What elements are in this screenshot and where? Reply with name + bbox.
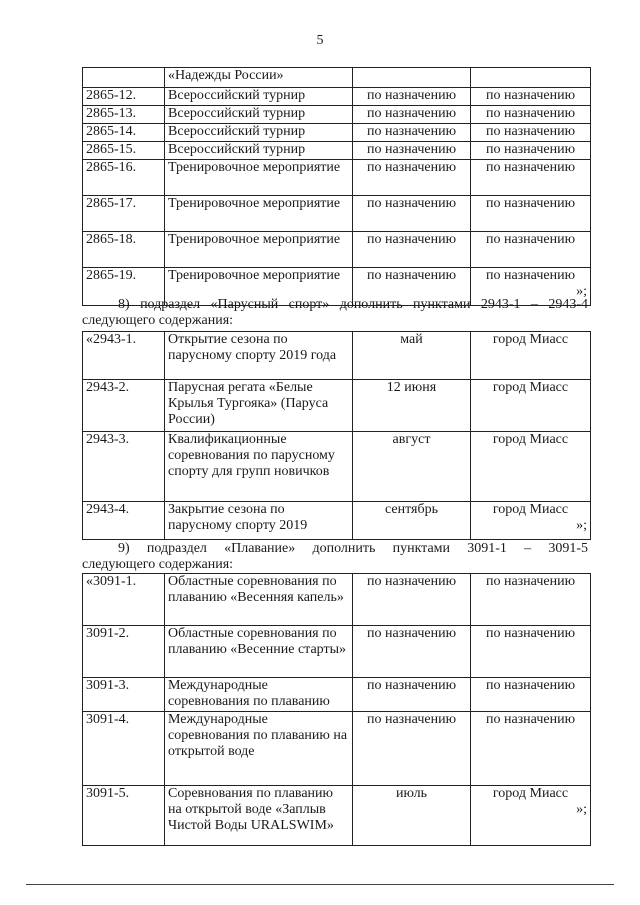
cell-place: по назначению [485, 232, 576, 247]
table-row [83, 574, 591, 626]
table-row [83, 502, 591, 540]
table-cell [353, 196, 471, 232]
table-cell [165, 196, 353, 232]
cell-date: по назначению [366, 142, 457, 157]
table-cell [353, 712, 471, 786]
table-cell [165, 574, 353, 626]
events-table-3 [82, 573, 591, 846]
table-cell [353, 786, 471, 846]
table-cell [471, 106, 591, 124]
table-cell [165, 160, 353, 196]
table-cell [165, 332, 353, 380]
cell-date: май [400, 332, 423, 347]
cell-date: июль [396, 786, 427, 801]
cell-num: 3091-4. [86, 712, 130, 727]
table-row [83, 106, 591, 124]
cell-num: 2865-14. [86, 124, 137, 139]
table-cell [471, 574, 591, 626]
table-cell [471, 786, 591, 846]
events-table-1 [82, 67, 591, 306]
cell-name: Тренировочное мероприятие [168, 160, 341, 175]
cell-num: «3091-1. [86, 574, 137, 589]
cell-date: по назначению [366, 196, 457, 211]
table-cell [165, 786, 353, 846]
table-cell [471, 160, 591, 196]
table-cell [83, 106, 165, 124]
table-cell [83, 88, 165, 106]
cell-name: Областные соревнования по плаванию «Весенняя капель» [168, 574, 344, 605]
table-cell [471, 380, 591, 432]
table-row [83, 786, 591, 846]
table-cell [353, 432, 471, 502]
footer-rule [26, 884, 614, 885]
cell-place: по назначению [485, 88, 576, 103]
cell-name: Парусная регата «Белые Крылья Тургояка» (Паруса России) [168, 380, 329, 427]
cell-num: 2865-16. [86, 160, 137, 175]
cell-name: Всероссийский турнир [168, 106, 306, 121]
table-cell [165, 124, 353, 142]
cell-date: по назначению [366, 712, 457, 727]
table-cell [83, 332, 165, 380]
cell-num: 2865-15. [86, 142, 137, 157]
table-cell [165, 712, 353, 786]
cell-place: город Миасс [492, 432, 569, 447]
cell-num: 2943-3. [86, 432, 130, 447]
table-cell [471, 88, 591, 106]
table-row [83, 678, 591, 712]
table-cell [471, 432, 591, 502]
table-cell [471, 626, 591, 678]
cell-date: по назначению [366, 626, 457, 641]
table-cell [165, 68, 353, 88]
table-row [83, 124, 591, 142]
cell-num: 2865-12. [86, 88, 137, 103]
cell-date: по назначению [366, 124, 457, 139]
table-row [83, 160, 591, 196]
cell-name: Открытие сезона по парусному спорту 2019 года [168, 332, 337, 363]
table-cell [83, 196, 165, 232]
table-cell [165, 432, 353, 502]
table-cell [353, 574, 471, 626]
cell-date: август [392, 432, 431, 447]
table-cell [353, 124, 471, 142]
cell-name: Тренировочное мероприятие [168, 268, 341, 283]
paragraph-9-line-1: 9) подраздел «Плавание» дополнить пунктами 3091-1 – 3091-5 [118, 541, 588, 556]
cell-num: 3091-5. [86, 786, 130, 801]
table-row [83, 88, 591, 106]
cell-place: по назначению [485, 124, 576, 139]
table-row [83, 626, 591, 678]
cell-name: Соревнования по плаванию на открытой воде «Заплыв Чистой Воды URALSWIM» [168, 786, 334, 833]
table-cell [353, 160, 471, 196]
table-cell [83, 574, 165, 626]
table-cell [165, 626, 353, 678]
table-cell [471, 332, 591, 380]
paragraph-9 [82, 541, 588, 573]
table-cell [165, 106, 353, 124]
cell-place: по назначению [485, 196, 576, 211]
paragraph-8 [82, 297, 588, 329]
cell-place: город Миасс [492, 786, 569, 801]
cell-date: по назначению [366, 106, 457, 121]
page-number: 5 [316, 33, 324, 48]
cell-num: 2865-17. [86, 196, 137, 211]
cell-place: по назначению [485, 574, 576, 589]
table-cell [353, 380, 471, 432]
cell-num: «2943-1. [86, 332, 137, 347]
table-cell [83, 432, 165, 502]
cell-date: 12 июня [386, 380, 437, 395]
cell-num: 2865-13. [86, 106, 137, 121]
table-cell [471, 142, 591, 160]
events-table-2 [82, 331, 591, 540]
table-cell [471, 712, 591, 786]
cell-name: Международные соревнования по плаванию [168, 678, 330, 709]
cell-place: по назначению [485, 678, 576, 693]
table-cell [165, 88, 353, 106]
table-cell [471, 678, 591, 712]
cell-name: Квалификационные соревнования по парусному спорту для групп новичков [168, 432, 335, 479]
cell-num: 2865-19. [86, 268, 137, 283]
cell-date: по назначению [366, 678, 457, 693]
table-cell [353, 106, 471, 124]
table-cell [353, 678, 471, 712]
cell-place: по назначению [485, 106, 576, 121]
table-row [83, 68, 591, 88]
table-cell [165, 232, 353, 268]
cell-date: сентябрь [385, 502, 438, 517]
cell-name: Всероссийский турнир [168, 142, 306, 157]
table-cell [353, 232, 471, 268]
cell-name: «Надежды России» [168, 68, 284, 83]
table-cell [353, 68, 471, 88]
table-cell [471, 196, 591, 232]
table-cell [353, 88, 471, 106]
table-cell [471, 232, 591, 268]
table-cell [165, 502, 353, 540]
cell-date: по назначению [366, 268, 457, 283]
table-row [83, 196, 591, 232]
table-cell [353, 332, 471, 380]
cell-name: Всероссийский турнир [168, 88, 306, 103]
table-row [83, 380, 591, 432]
table-cell [83, 712, 165, 786]
cell-date: по назначению [366, 160, 457, 175]
table-cell [83, 68, 165, 88]
cell-date: по назначению [366, 88, 457, 103]
cell-name: Тренировочное мероприятие [168, 232, 341, 247]
table-cell [83, 626, 165, 678]
table-cell [83, 678, 165, 712]
table-cell [353, 142, 471, 160]
table-cell [83, 786, 165, 846]
table-row [83, 432, 591, 502]
cell-date: по назначению [366, 574, 457, 589]
cell-place: город Миасс [492, 380, 569, 395]
paragraph-8-line-2: следующего содержания: [82, 313, 234, 328]
cell-place: по назначению [485, 160, 576, 175]
table-cell [353, 502, 471, 540]
table-row [83, 142, 591, 160]
cell-num: 3091-3. [86, 678, 130, 693]
table-cell [83, 502, 165, 540]
table-cell [471, 502, 591, 540]
table-row [83, 332, 591, 380]
cell-place: город Миасс [492, 332, 569, 347]
paragraph-8-line-1: 8) подраздел «Парусный спорт» дополнить пунктами 2943-1 – 2943-4 [118, 297, 588, 312]
cell-num: 3091-2. [86, 626, 130, 641]
paragraph-9-line-2: следующего содержания: [82, 557, 234, 572]
cell-name: Международные соревнования по плаванию на открытой воде [168, 712, 348, 759]
table-cell [353, 626, 471, 678]
cell-name: Всероссийский турнир [168, 124, 306, 139]
cell-name: Тренировочное мероприятие [168, 196, 341, 211]
table-cell [83, 160, 165, 196]
cell-name: Областные соревнования по плаванию «Весенние старты» [168, 626, 347, 657]
table-cell [83, 380, 165, 432]
cell-place: по назначению [485, 626, 576, 641]
closing-quote: »; [576, 518, 587, 533]
closing-quote: »; [576, 284, 587, 299]
table-cell [83, 124, 165, 142]
table-row [83, 232, 591, 268]
table-cell [471, 68, 591, 88]
closing-quote: »; [576, 802, 587, 817]
cell-place: по назначению [485, 712, 576, 727]
table-cell [165, 142, 353, 160]
table-cell [165, 678, 353, 712]
table-cell [165, 380, 353, 432]
table-cell [83, 232, 165, 268]
cell-name: Закрытие сезона по парусному спорту 2019 [168, 502, 308, 533]
cell-num: 2943-2. [86, 380, 130, 395]
table-row [83, 712, 591, 786]
cell-place: по назначению [485, 142, 576, 157]
cell-num: 2865-18. [86, 232, 137, 247]
table-cell [471, 124, 591, 142]
cell-place: по назначению [485, 268, 576, 283]
cell-place: город Миасс [492, 502, 569, 517]
table-cell [83, 142, 165, 160]
cell-num: 2943-4. [86, 502, 130, 517]
cell-date: по назначению [366, 232, 457, 247]
